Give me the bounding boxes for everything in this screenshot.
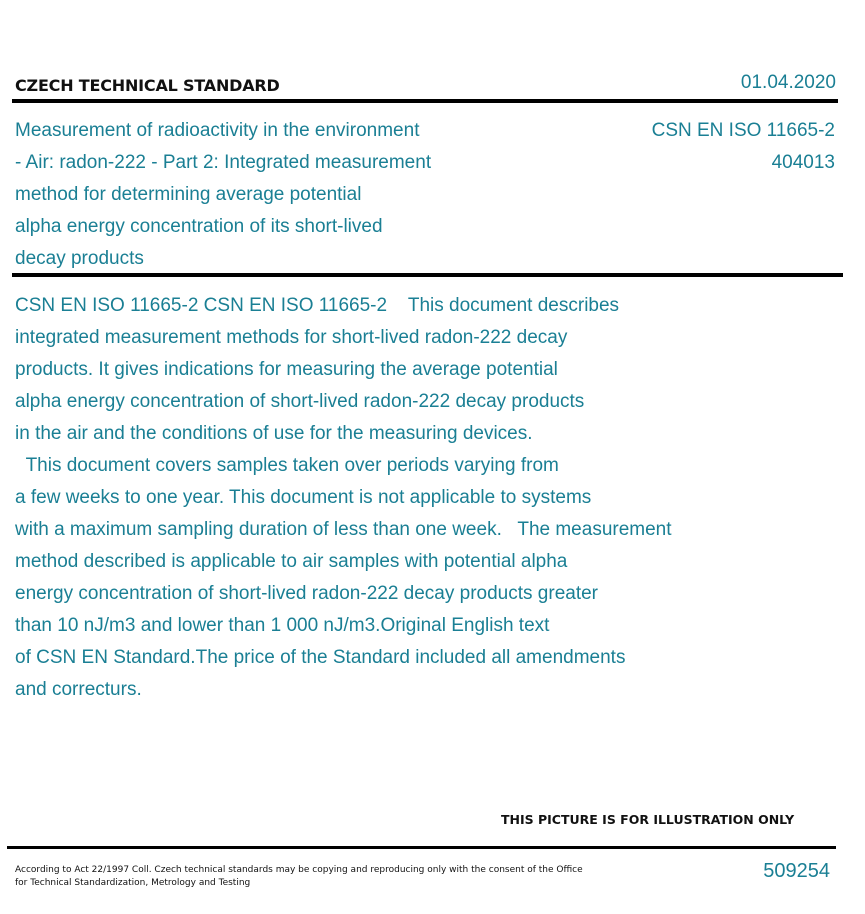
legal-notice: According to Act 22/1997 Coll. Czech technical standards may be copying and reproducing only with the consent of the Office for Technical Standardization, Metrology and Testing xyxy=(15,865,583,888)
standard-codes xyxy=(652,115,835,179)
header-divider xyxy=(12,99,838,103)
standard-code: CSN EN ISO 11665-2 xyxy=(651,120,835,141)
footer-divider xyxy=(7,846,836,849)
publication-date: 01.04.2020 xyxy=(740,72,836,93)
title-divider xyxy=(12,273,843,277)
catalog-number: 404013 xyxy=(771,152,835,173)
standard-type-label: CZECH TECHNICAL STANDARD xyxy=(15,76,280,95)
standard-description: CSN EN ISO 11665-2 CSN EN ISO 11665-2 This document describes integrated measurement methods for short-lived radon-222 decay products. It gives indications for measuring the average potential alpha energy concentration of short-lived radon-222 decay products in the air and the conditions of use for the measuring devices. This document covers samples taken over periods varying from a few weeks to one year. This document is not applicable to systems with a maximum sampling duration of less than one week. The measurement method described is applicable to air samples with potential alpha energy concentration of short-lived radon-222 decay products greater than 10 nJ/m3 and lower than 1 000 nJ/m3.Original English text of CSN EN Standard.The price of the Standard included all amendments and correcturs. xyxy=(15,295,672,700)
illustration-note: THIS PICTURE IS FOR ILLUSTRATION ONLY xyxy=(501,812,795,827)
document-number: 509254 xyxy=(763,860,830,882)
standard-title: Measurement of radioactivity in the environment - Air: radon-222 - Part 2: Integrated measurement method for determining average potential alpha energy concentration of its short-lived decay products xyxy=(15,120,432,269)
